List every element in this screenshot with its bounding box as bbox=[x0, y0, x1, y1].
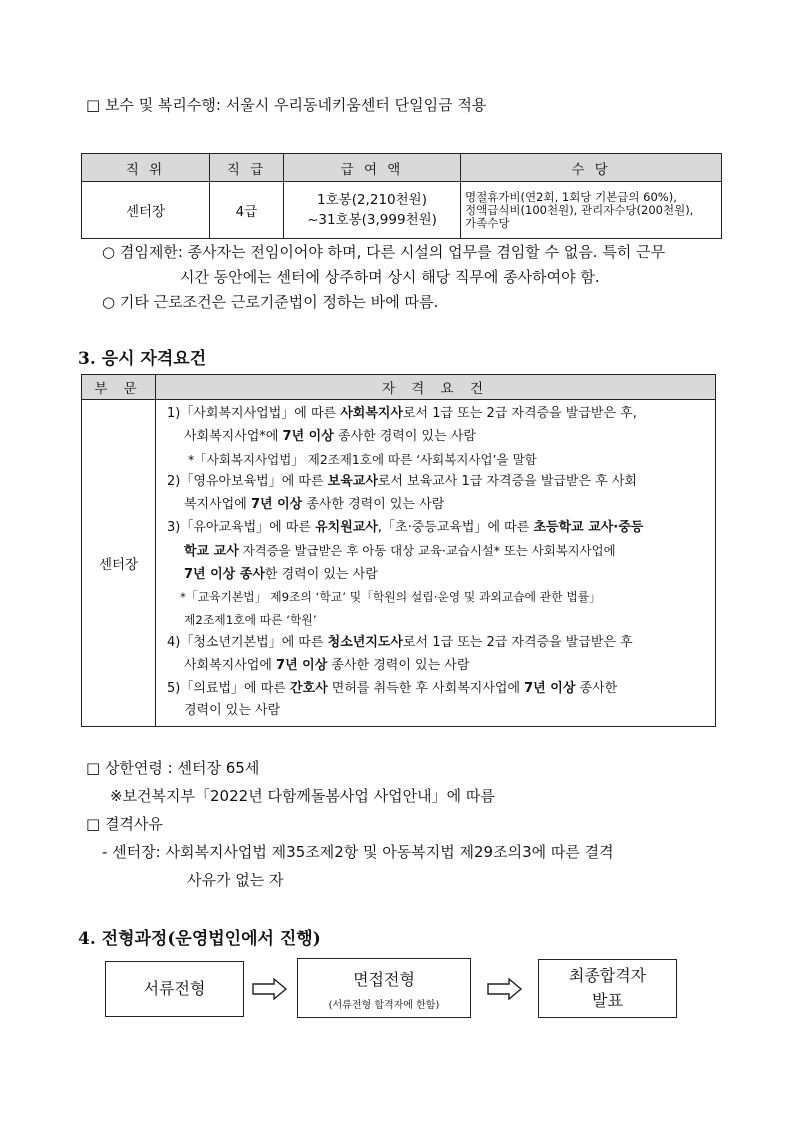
cell-allowance bbox=[461, 182, 722, 239]
step-label: 최종합격자 bbox=[568, 966, 647, 985]
allowance-line: 명절휴가비(연2회, 1회당 기본급의 60%), bbox=[465, 189, 677, 204]
requirement-1: 1)「사회복지사업법」에 따른 사회복지사로서 1급 또는 2급 자격증을 발급받은 후, 사회복지사업*에 7년 이상 종사한 경력이 있는 사람 bbox=[167, 406, 637, 444]
pay-table bbox=[81, 153, 722, 239]
cell-role: 센터장 bbox=[82, 400, 156, 727]
salary-line: 1호봉(2,210천원) bbox=[317, 192, 427, 208]
disqualification-line-cont: 사유가 없는 자 bbox=[187, 871, 284, 889]
disqualification-heading: □ 결격사유 bbox=[86, 815, 163, 833]
allowance-line: 정액급식비(100천원), 관리자수당(200천원), bbox=[465, 202, 694, 217]
col-header-division: 부 문 bbox=[82, 375, 156, 400]
qual-table-header bbox=[82, 375, 716, 400]
table-row bbox=[82, 400, 716, 727]
step-label: 면접전형 bbox=[353, 970, 415, 989]
other-conditions-note: ○ 기타 근로조건은 근로기준법이 정하는 바에 따름. bbox=[102, 293, 439, 311]
requirement-1-note: *「사회복지사업법」 제2조제1호에 따른 ‘사회복지사업’을 말함 bbox=[188, 451, 537, 467]
age-limit: □ 상한연령 : 센터장 65세 bbox=[86, 759, 260, 777]
requirement-3-note: *「교육기본법」 제9조의 ‘학교’ 및「학원의 설립·운영 및 과외교습에 관한 법률」 제2조제1호에 따른 ‘학원’ bbox=[180, 590, 601, 628]
pay-heading: □ 보수 및 복리수행: 서울시 우리동네키움센터 단일임금 적용 bbox=[86, 96, 487, 114]
arrow-right-icon bbox=[487, 978, 523, 1000]
salary-line: ~31호봉(3,999천원) bbox=[307, 212, 437, 228]
requirement-5: 5)「의료법」에 따른 간호사 면허를 취득한 후 사회복지사업에 7년 이상 종사한 경력이 있는 사람 bbox=[167, 680, 618, 719]
step-label: 발표 bbox=[592, 991, 623, 1010]
process-heading: 4. 전형과정(운영법인에서 진행) bbox=[78, 929, 321, 949]
col-header-salary: 급 여 액 bbox=[284, 154, 461, 182]
col-header-requirements: 자 격 요 건 bbox=[156, 375, 716, 400]
arrow-right-icon bbox=[252, 978, 288, 1000]
col-header-position: 직 위 bbox=[82, 154, 210, 182]
age-limit-note: ※보건복지부「2022년 다함께돌봄사업 사업안내」에 따름 bbox=[110, 787, 495, 805]
cell-grade: 4급 bbox=[210, 182, 284, 239]
concurrent-restriction-note-cont: 시간 동안에는 센터에 상주하며 상시 해당 직무에 종사하여야 함. bbox=[180, 268, 600, 286]
cell-salary bbox=[284, 182, 461, 239]
requirement-3: 3)「유아교육법」에 따른 유치원교사,「초·중등교육법」에 따른 초등학교 교사·중등 학교 교사 자격증을 발급받은 후 아동 대상 교육·교습시설* 또는 사회복지사업에 7년 이상 종사한 경력이 있는 사람 bbox=[167, 519, 644, 582]
concurrent-restriction-note: ○ 겸임제한: 종사자는 전임이어야 하며, 다른 시설의 업무를 겸임할 수 없음. 특히 근무 bbox=[102, 243, 666, 261]
allowance-line: 가족수당 bbox=[465, 215, 510, 230]
step-interview bbox=[297, 958, 471, 1018]
step-note: (서류전형 합격자에 한함) bbox=[328, 1000, 440, 1011]
step-final-announcement bbox=[538, 959, 677, 1018]
requirement-2: 2)「영유아보육법」에 따른 보육교사로서 보육교사 1급 자격증을 발급받은 후 사회 복지사업에 7년 이상 종사한 경력이 있는 사람 bbox=[167, 474, 637, 513]
pay-table-header bbox=[82, 154, 722, 182]
cell-position: 센터장 bbox=[82, 182, 210, 239]
qualification-table bbox=[81, 374, 716, 727]
table-row bbox=[82, 182, 722, 239]
qualification-heading: 3. 응시 자격요건 bbox=[78, 349, 207, 369]
cell-requirements bbox=[156, 400, 716, 727]
step-label: 서류전형 bbox=[143, 979, 206, 998]
col-header-allowance: 수 당 bbox=[461, 154, 722, 182]
step-document-screening bbox=[105, 961, 244, 1017]
requirement-4: 4)「청소년기본법」에 따른 청소년지도사로서 1급 또는 2급 자격증을 발급받은 후 사회복지사업에 7년 이상 종사한 경력이 있는 사람 bbox=[167, 634, 633, 673]
col-header-grade: 직 급 bbox=[210, 154, 284, 182]
disqualification-line: - 센터장: 사회복지사업법 제35조제2항 및 아동복지법 제29조의3에 따른 결격 bbox=[102, 843, 614, 861]
